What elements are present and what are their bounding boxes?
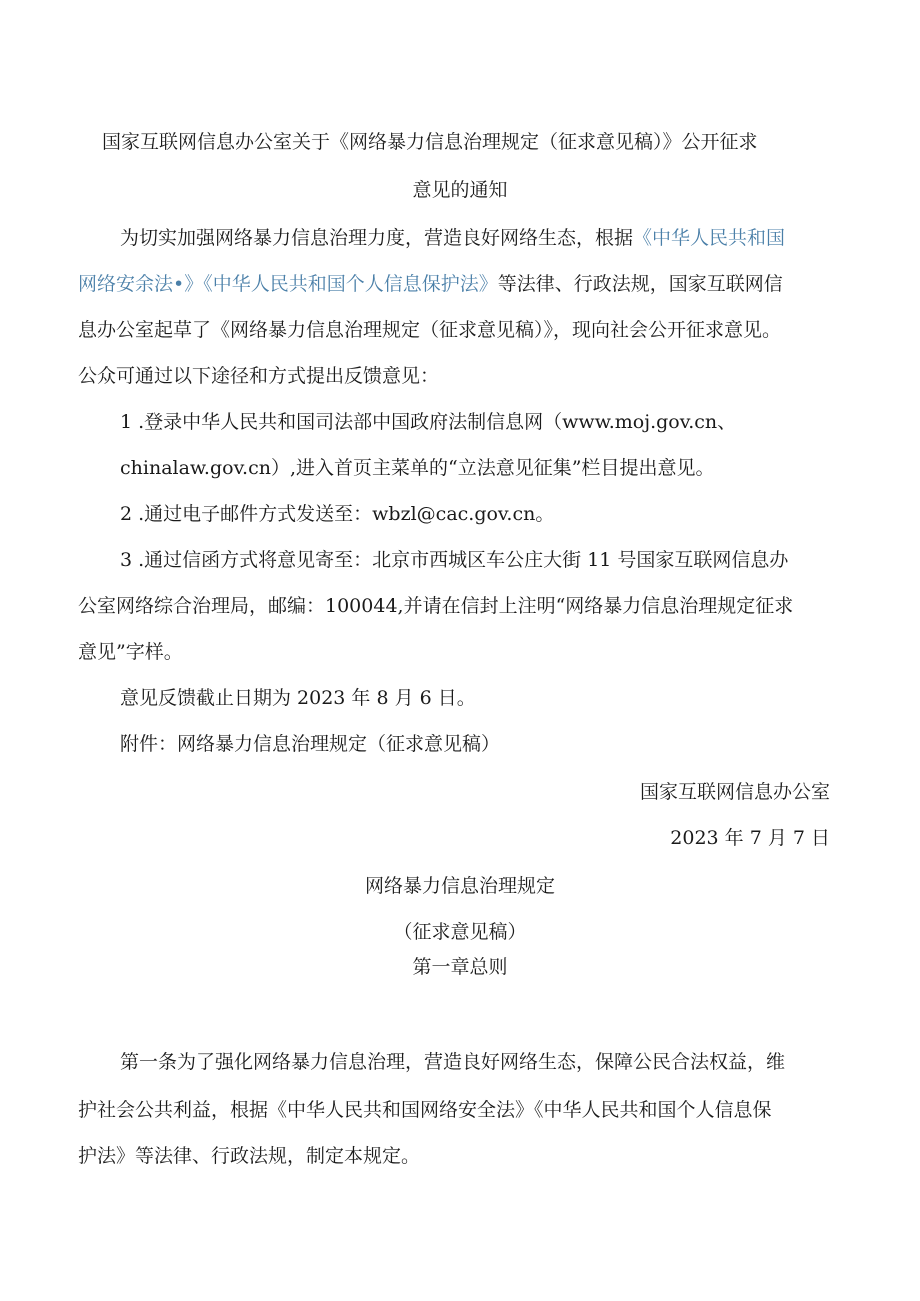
deadline: 意见反馈截止日期为 2023 年 8 月 6 日。	[120, 687, 476, 709]
signature: 国家互联网信息办公室	[639, 781, 830, 803]
notice-title-line-2: 意见的通知	[412, 179, 508, 201]
article-1-line-3: 护法》等法律、行政法规，制定本规定。	[78, 1145, 421, 1167]
item-3-line-1: 3 .通过信函方式将意见寄至：北京市西城区车公庄大街 11 号国家互联网信息办	[120, 549, 789, 571]
chapter-heading: 第一章总则	[412, 956, 508, 978]
cybersecurity-law-link[interactable]: 《中华人民共和国	[633, 227, 786, 249]
attachment: 附件：网络暴力信息治理规定（征求意见稿）	[120, 733, 501, 755]
personal-info-law-link[interactable]: 《中华人民共和国个人信息保护法》	[203, 273, 498, 295]
intro-line-4: 公众可通过以下途径和方式提出反馈意见：	[78, 365, 440, 387]
intro-text-2: 等法律、行政法规，国家互联网信	[497, 273, 783, 295]
article-1-line-1: 第一条为了强化网络暴力信息治理，营造良好网络生态，保障公民合法权益，维	[120, 1051, 786, 1073]
intro-text-1: 为切实加强网络暴力信息治理力度，营造良好网络生态，根据	[120, 227, 634, 249]
cybersecurity-law-link-cont[interactable]: 网络安余法•》	[78, 273, 204, 295]
item-1-line-2: chinalaw.gov.cn）,进入首页主菜单的“立法意见征集”栏目提出意见。	[120, 457, 715, 479]
item-3-line-3: 意见”字样。	[78, 641, 183, 663]
intro-line-1	[120, 226, 785, 250]
item-3-line-2: 公室网络综合治理局，邮编：100044,并请在信封上注明“网络暴力信息治理规定征求	[78, 595, 794, 617]
regulation-title: 网络暴力信息治理规定	[364, 875, 555, 897]
intro-line-3: 息办公室起草了《网络暴力信息治理规定（征求意见稿）》，现向社会公开征求意见。	[78, 319, 782, 341]
item-2: 2 .通过电子邮件方式发送至：wbzl@cac.gov.cn。	[120, 503, 555, 525]
item-1-line-1: 1 .登录中华人民共和国司法部中国政府法制信息网（www.moj.gov.cn、	[120, 411, 737, 433]
notice-title-line-1: 国家互联网信息办公室关于《网络暴力信息治理规定（征求意见稿）》公开征求	[102, 131, 758, 153]
regulation-subtitle: （征求意见稿）	[393, 921, 527, 943]
article-1-line-2: 护社会公共利益，根据《中华人民共和国网络安全法》《中华人民共和国个人信息保	[78, 1099, 772, 1121]
notice-date: 2023 年 7 月 7 日	[670, 827, 830, 849]
intro-line-2	[78, 272, 783, 296]
